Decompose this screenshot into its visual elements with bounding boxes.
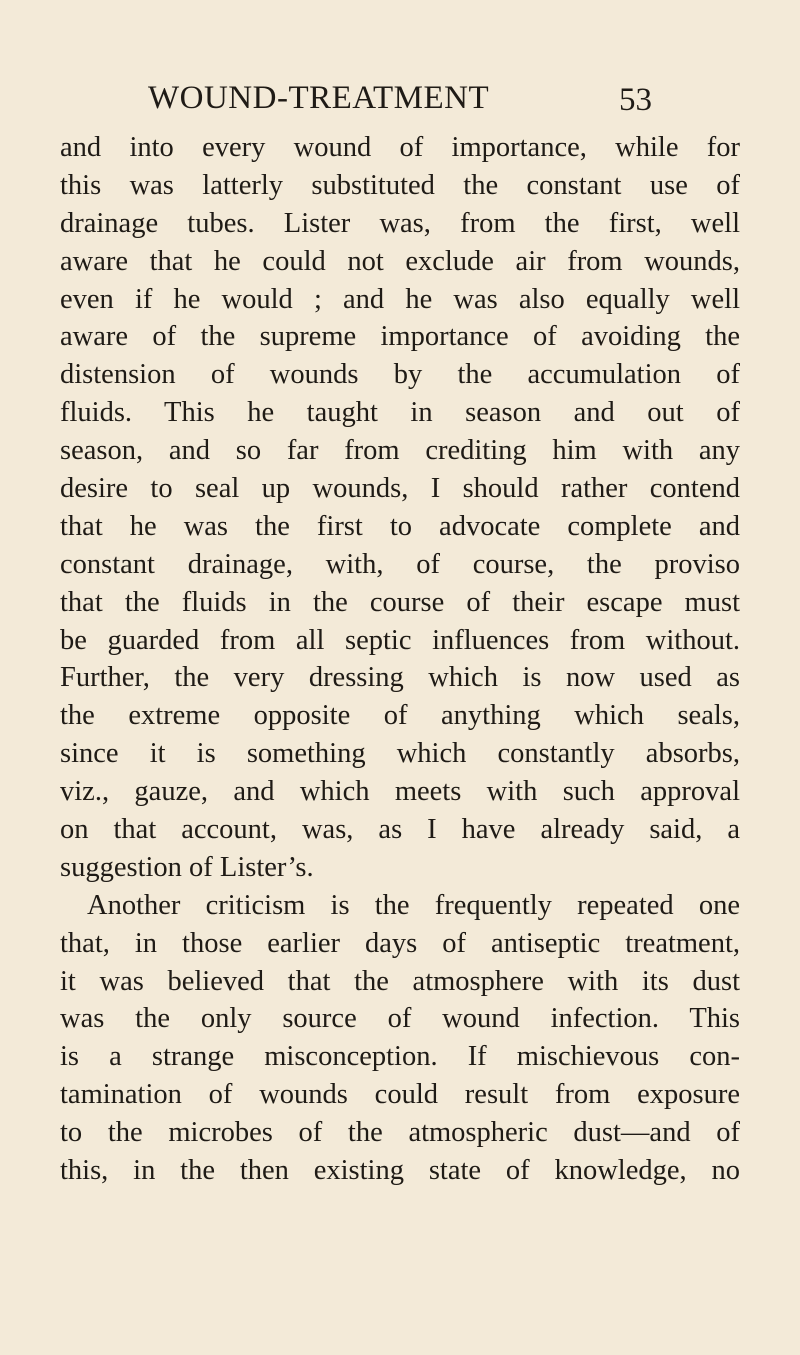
text-line: drainage tubes. Lister was, from the first, well <box>60 207 740 239</box>
text-line: this, in the then existing state of knowledge, no <box>60 1155 740 1187</box>
text-line: viz., gauze, and which meets with such approval <box>60 776 740 808</box>
text-line: aware that he could not exclude air from wounds, <box>60 245 740 277</box>
text-line: season, and so far from crediting him with any <box>60 435 740 467</box>
text-line: and into every wound of importance, while for <box>60 132 740 163</box>
text-line: is a strange misconception. If mischievous con- <box>60 1041 740 1073</box>
text-line: to the microbes of the atmospheric dust—and of <box>60 1117 740 1149</box>
text-line: on that account, was, as I have already said, a <box>60 814 740 846</box>
text-line: fluids. This he taught in season and out of <box>60 397 740 429</box>
text-line: that the fluids in the course of their escape must <box>60 586 740 618</box>
text-line: that he was the first to advocate complete and <box>60 510 740 542</box>
text-line: suggestion of Lister’s. <box>60 851 314 883</box>
text-line: constant drainage, with, of course, the proviso <box>60 548 740 580</box>
text-line: tamination of wounds could result from exposure <box>60 1079 740 1111</box>
page-header <box>0 78 800 118</box>
text-line: the extreme opposite of anything which seals, <box>60 700 740 732</box>
page-number: 53 <box>619 82 652 118</box>
text-line: was the only source of wound infection. This <box>60 1003 740 1035</box>
text-line: this was latterly substituted the constant use of <box>60 169 740 201</box>
text-line: even if he would ; and he was also equally well <box>60 283 740 315</box>
body-text <box>60 129 740 1190</box>
text-line: Another criticism is the frequently repeated one <box>87 889 740 921</box>
running-head: WOUND-TREATMENT <box>148 80 490 116</box>
text-line: distension of wounds by the accumulation of <box>60 359 740 391</box>
text-line: desire to seal up wounds, I should rather contend <box>60 473 740 505</box>
text-line: it was believed that the atmosphere with its dust <box>60 965 740 997</box>
text-line: that, in those earlier days of antiseptic treatment, <box>60 927 740 959</box>
text-line: aware of the supreme importance of avoiding the <box>60 321 740 353</box>
text-line: be guarded from all septic influences from without. <box>60 624 740 656</box>
text-line: since it is something which constantly absorbs, <box>60 738 740 770</box>
text-line: Further, the very dressing which is now used as <box>60 662 740 694</box>
